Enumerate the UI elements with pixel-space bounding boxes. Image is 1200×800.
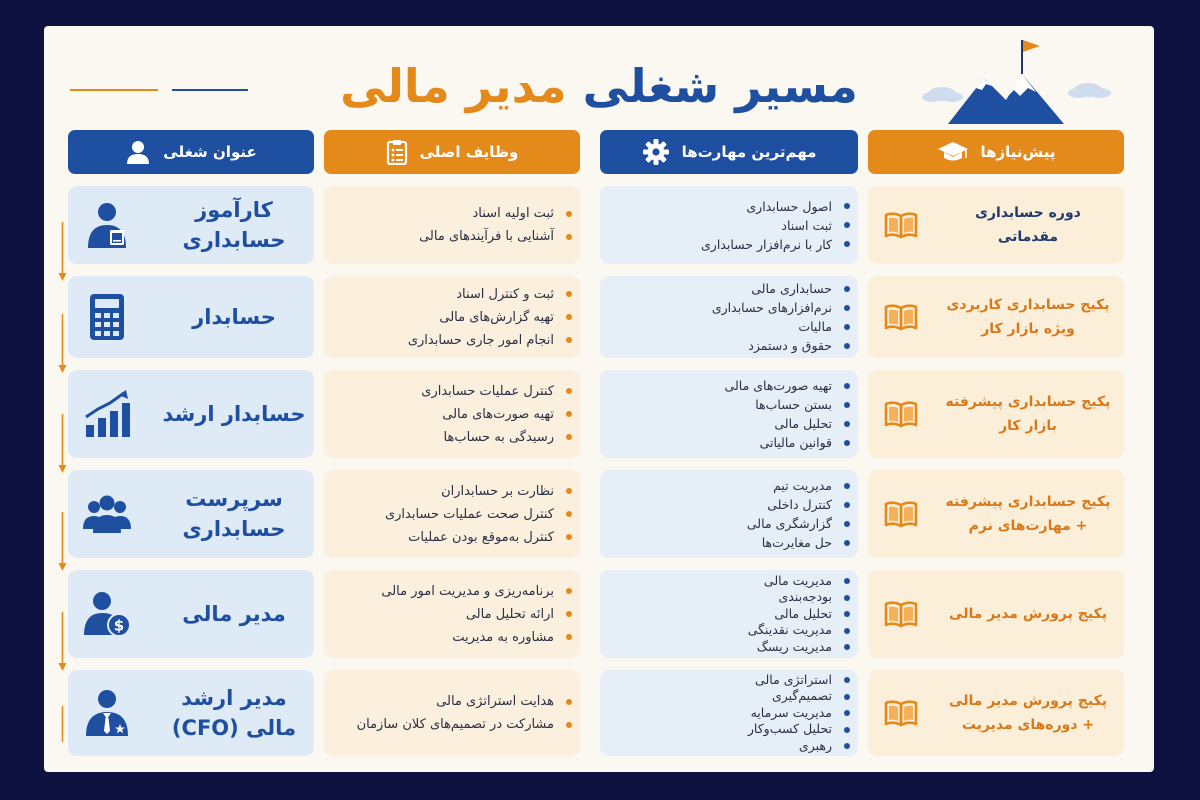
skill-item: استراتژی مالی (600, 672, 832, 689)
skills-cell (600, 370, 858, 458)
job-title: مدیر ارشد مالی (CFO) (171, 686, 297, 740)
book-icon (884, 400, 918, 428)
duty-item: ثبت اولیه اسناد (324, 202, 554, 225)
mountain-flag-icon (912, 34, 1122, 126)
skill-item: تحلیل مالی (600, 414, 832, 433)
skill-item: کار با نرم‌افزار حسابداری (600, 235, 832, 254)
book-icon (884, 699, 918, 727)
calculator-icon (82, 292, 132, 342)
header-duties: وظایف اصلی (324, 130, 580, 174)
gear-icon (642, 138, 670, 166)
duty-item: ثبت و کنترل اسناد (324, 283, 554, 306)
trainee-icon (82, 200, 132, 250)
header-skills: مهم‌ترین مهارت‌ها (600, 130, 858, 174)
job-title: سرپرست حسابداری (182, 487, 286, 541)
career-path-card (44, 26, 1154, 772)
duty-item: تهیه صورت‌های مالی (324, 403, 554, 426)
job-title: مدیر مالی (182, 602, 286, 626)
job-title-cell (68, 370, 314, 458)
skill-item: بودجه‌بندی (600, 589, 832, 606)
duty-item: ارائه تحلیل مالی (324, 603, 554, 626)
duty-item: آشنایی با فرآیندهای مالی (324, 225, 554, 248)
skill-item: بستن حساب‌ها (600, 395, 832, 414)
job-title-cell (68, 670, 314, 756)
skill-item: حل مغایرت‌ها (600, 533, 832, 552)
duty-item: مشارکت در تصمیم‌های کلان سازمان (324, 713, 554, 736)
prerequisite-text: دوره حسابداری مقدماتی (975, 205, 1081, 245)
duties-cell (324, 670, 580, 756)
skills-cell (600, 186, 858, 264)
duty-item: کنترل عملیات حسابداری (324, 380, 554, 403)
skill-item: تصمیم‌گیری (600, 688, 832, 705)
clipboard-icon (386, 139, 408, 165)
row-connector (58, 314, 67, 374)
skill-item: کنترل داخلی (600, 495, 832, 514)
duties-cell (324, 276, 580, 358)
row-connector (58, 414, 67, 474)
skill-item: حسابداری مالی (600, 279, 832, 298)
prerequisite-cell (868, 670, 1124, 756)
skill-item: قوانین مالیاتی (600, 433, 832, 452)
skill-item: مدیریت تیم (600, 476, 832, 495)
skills-cell (600, 470, 858, 558)
job-title: کارآموز حسابداری (182, 198, 286, 252)
prerequisite-text: پکیج حسابداری پیشرفته بازار کار (945, 394, 1111, 434)
duties-cell (324, 186, 580, 264)
skill-item: مدیریت مالی (600, 573, 832, 590)
book-icon (884, 303, 918, 331)
prerequisite-cell (868, 276, 1124, 358)
book-icon (884, 500, 918, 528)
header-job-title: عنوان شغلی (68, 130, 314, 174)
duty-item: انجام امور جاری حسابداری (324, 329, 554, 352)
title-part-2: مدیر مالی (340, 59, 567, 113)
growth-chart-icon (82, 389, 132, 439)
skills-cell (600, 670, 858, 756)
prerequisite-cell (868, 570, 1124, 658)
duties-cell (324, 570, 580, 658)
job-title-cell (68, 570, 314, 658)
svg-text:$: $ (113, 616, 125, 635)
skills-cell (600, 276, 858, 358)
book-icon (884, 211, 918, 239)
title-part-1: مسیر شغلی (582, 59, 858, 113)
job-title-cell (68, 276, 314, 358)
row-connector (58, 612, 67, 672)
skills-cell (600, 570, 858, 658)
job-title-cell (68, 470, 314, 558)
prerequisite-text: پکیج حسابداری پیشرفته + مهارت‌های نرم (945, 494, 1111, 534)
skill-item: تحلیل کسب‌وکار (600, 721, 832, 738)
duty-item: کنترل به‌موقع بودن عملیات (324, 526, 554, 549)
prerequisite-text: پکیج پرورش مدیر مالی (949, 606, 1107, 622)
prerequisite-text: پکیج حسابداری کاربردی ویژه بازار کار (946, 297, 1110, 337)
skill-item: حقوق و دستمزد (600, 336, 832, 355)
duty-item: مشاوره به مدیریت (324, 626, 554, 649)
skill-item: گزارشگری مالی (600, 514, 832, 533)
skill-item: مدیریت ریسگ (600, 639, 832, 656)
duty-item: رسیدگی به حساب‌ها (324, 426, 554, 449)
duty-item: برنامه‌ریزی و مدیریت امور مالی (324, 580, 554, 603)
duty-item: نظارت بر حسابداران (324, 480, 554, 503)
prerequisite-cell (868, 370, 1124, 458)
job-title: حسابدار (192, 305, 276, 329)
skill-item: تهیه صورت‌های مالی (600, 376, 832, 395)
prerequisite-cell (868, 470, 1124, 558)
skill-item: مدیریت نقدینگی (600, 622, 832, 639)
duties-cell (324, 370, 580, 458)
row-connector (58, 222, 67, 282)
graduation-cap-icon (937, 140, 969, 164)
job-title: حسابدار ارشد (162, 402, 306, 426)
skill-item: مالیات (600, 317, 832, 336)
job-title-cell (68, 186, 314, 264)
duty-item: تهیه گزارش‌های مالی (324, 306, 554, 329)
duty-item: هدایت استراتژی مالی (324, 690, 554, 713)
book-icon (884, 600, 918, 628)
header-prerequisites: پیش‌نیازها (868, 130, 1124, 174)
finance-manager-icon (82, 589, 132, 639)
row-connector (58, 512, 67, 572)
skill-item: رهبری (600, 738, 832, 755)
executive-icon (82, 688, 132, 738)
skill-item: تحلیل مالی (600, 606, 832, 623)
prerequisite-text: پکیج پرورش مدیر مالی + دوره‌های مدیریت (949, 693, 1107, 733)
prerequisite-cell (868, 186, 1124, 264)
duties-cell (324, 470, 580, 558)
skill-item: اصول حسابداری (600, 197, 832, 216)
skill-item: ثبت اسناد (600, 216, 832, 235)
skill-item: نرم‌افزارهای حسابداری (600, 298, 832, 317)
person-icon (125, 139, 151, 165)
team-icon (82, 489, 132, 539)
row-connector (58, 706, 67, 742)
duty-item: کنترل صحت عملیات حسابداری (324, 503, 554, 526)
skill-item: مدیریت سرمایه (600, 705, 832, 722)
